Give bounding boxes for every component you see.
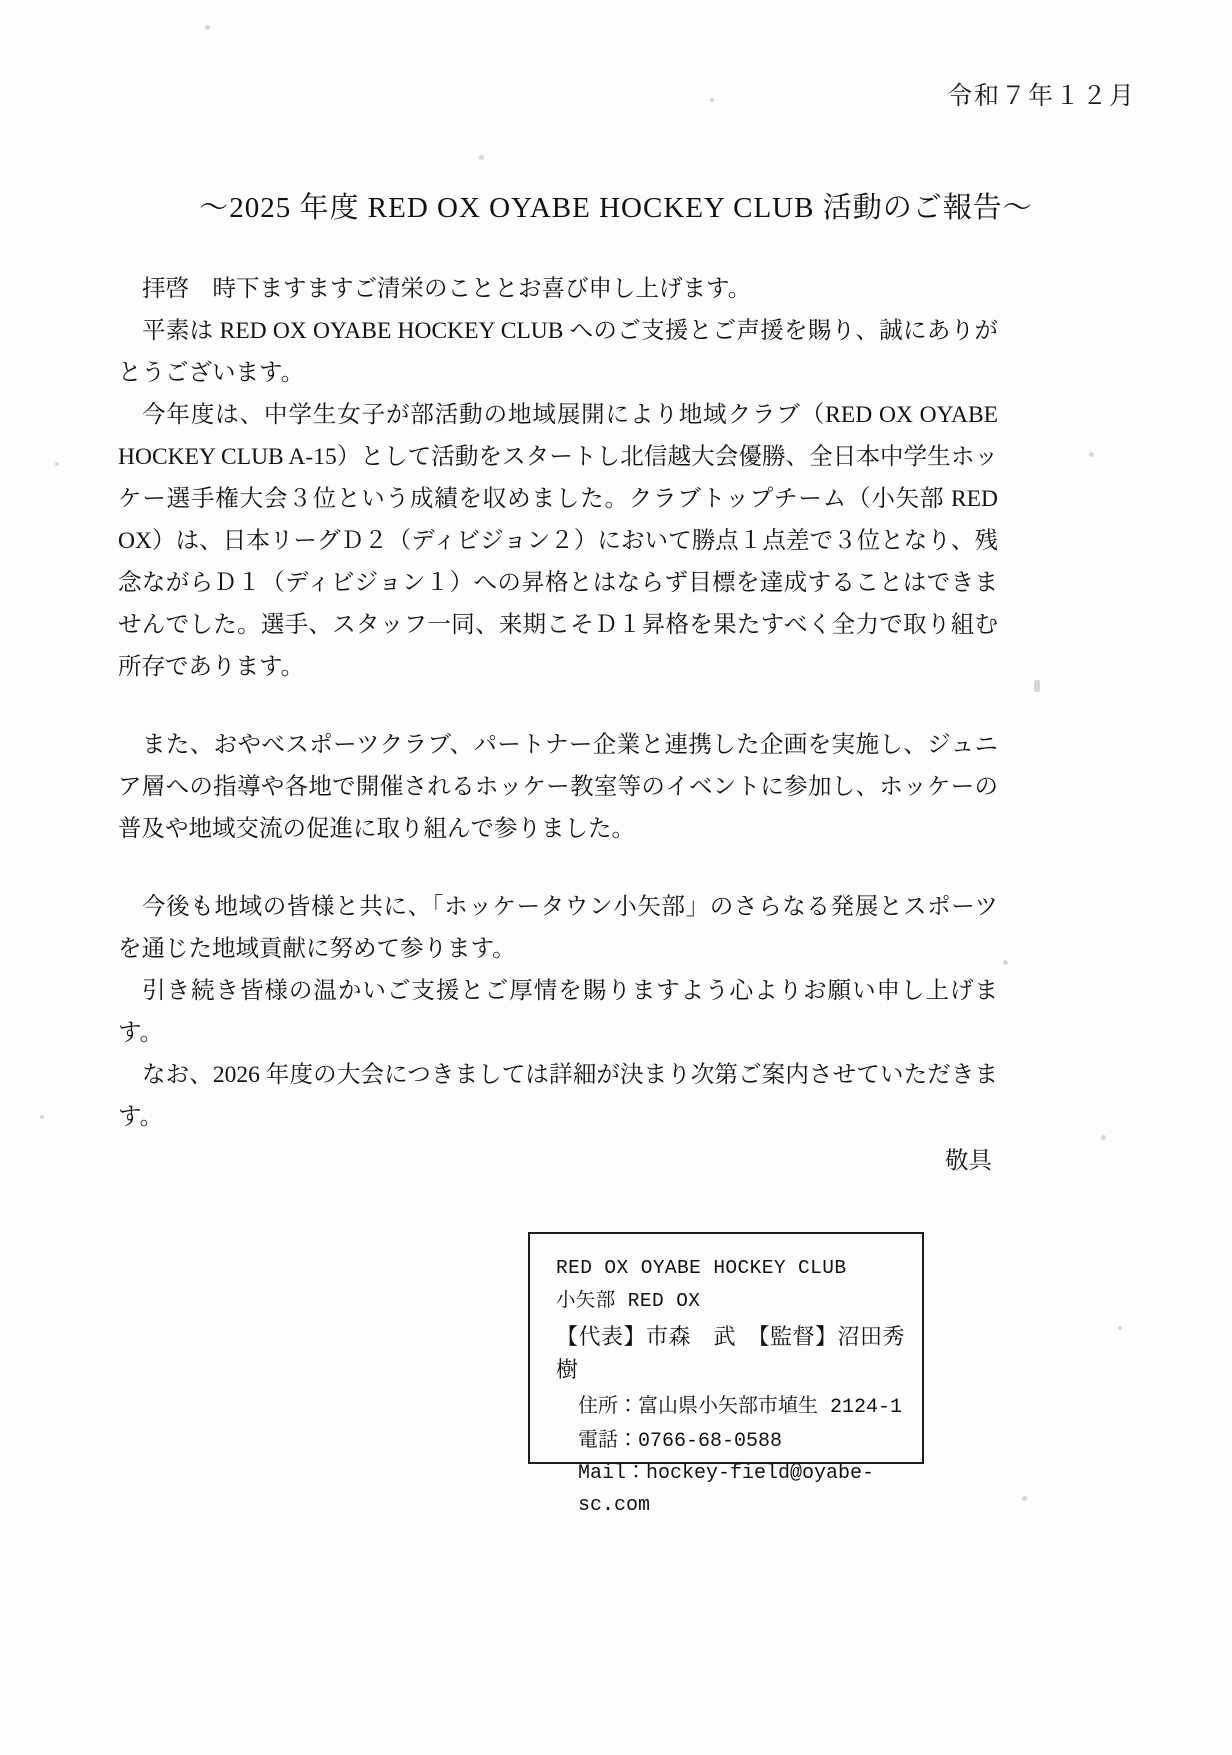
document-body xyxy=(118,268,998,1182)
scan-speck xyxy=(205,25,210,30)
club-name-en: RED OX OYABE HOCKEY CLUB xyxy=(556,1257,847,1279)
scan-speck xyxy=(1089,452,1094,457)
phone-value: 0766-68-0588 xyxy=(638,1430,783,1453)
scan-speck xyxy=(1022,1496,1027,1501)
representative-line: 【代表】市森 武 【監督】沼田秀樹 xyxy=(556,1324,906,1382)
scan-speck xyxy=(55,462,59,466)
paragraph-request: 引き続き皆様の温かいご支援とご厚情を賜りますよう心よりお願い申し上げます。 xyxy=(118,978,998,1046)
signature-block xyxy=(528,1232,924,1517)
contact-details xyxy=(556,1390,922,1522)
paragraph-results: 今年度は、中学生女子が部活動の地域展開により地域クラブ（RED OX OYABE HOCKEY CLUB A-15）として活動をスタートし北信越大会優勝、全日本中学生ホッケー選手権大会３位という成績を収めました。クラブトップチーム（小矢部 RED OX）は、日本リーグＤ２（ディビジョン２）において勝点１点差で３位となり、残念ながらＤ１（ディビジョン１）への昇格とはならず目標を達成することはできませんでした。選手、スタッフ一同、来期こそＤ１昇格を果たすべく全力で取り組む所存であります。 xyxy=(118,402,998,680)
scan-speck xyxy=(1118,1326,1122,1330)
scan-speck xyxy=(1003,960,1008,965)
address-value: 富山県小矢部市埴生 2124-1 xyxy=(638,1396,903,1419)
page-title: ～2025 年度 RED OX OYABE HOCKEY CLUB 活動のご報告～ xyxy=(199,192,1033,224)
phone-row xyxy=(578,1424,922,1458)
paragraph-greeting: 拝啓 時下ますますご清栄のこととお喜び申し上げます。 xyxy=(142,276,752,302)
team-name: 小矢部 RED OX xyxy=(556,1290,701,1312)
paragraph-activities: また、おやべスポーツクラブ、パートナー企業と連携した企画を実施し、ジュニア層への指導や各地で開催されるホッケー教室等のイベントに参加し、ホッケーの普及や地域交流の促進に取り組んで参りました。 xyxy=(118,732,998,842)
document-date: 令和７年１２月 xyxy=(946,83,1136,110)
paragraph-thanks: 平素は RED OX OYABE HOCKEY CLUB へのご支援とご声援を賜り、誠にありがとうございます。 xyxy=(118,318,998,386)
scan-speck xyxy=(1101,1135,1106,1140)
address-label: 住所： xyxy=(578,1395,638,1417)
paragraph-notice: なお、2026 年度の大会につきましては詳細が決まり次第ご案内させていただきます。 xyxy=(118,1062,998,1130)
closing-salutation: 敬具 xyxy=(945,1148,992,1174)
scan-speck xyxy=(1034,680,1040,692)
paragraph-future: 今後も地域の皆様と共に、「ホッケータウン小矢部」のさらなる発展とスポーツを通じた地域貢献に努めて参ります。 xyxy=(118,894,998,962)
phone-label: 電話： xyxy=(578,1429,638,1451)
mail-value: hockey-field@oyabe-sc.com xyxy=(578,1462,875,1517)
mail-row xyxy=(578,1458,922,1522)
mail-label: Mail： xyxy=(578,1462,647,1485)
scan-speck xyxy=(710,98,714,102)
scan-speck xyxy=(479,155,484,160)
scan-speck xyxy=(40,1115,44,1119)
address-row xyxy=(578,1390,922,1424)
